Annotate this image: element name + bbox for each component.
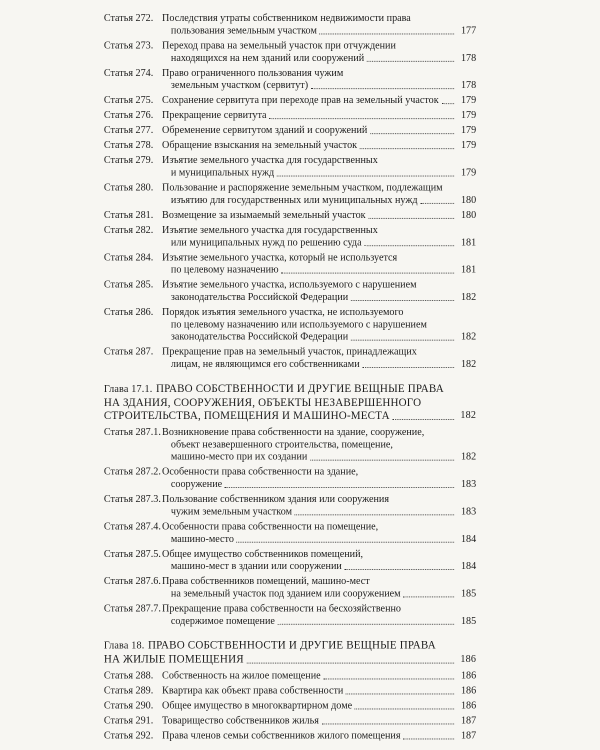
page-number: 179 (461, 110, 477, 121)
article-title: Пользование собственником здания или сооружения (162, 494, 390, 505)
toc-entry-279 (104, 154, 476, 179)
article-title: Изъятие земельного участка, используемого с нарушением (162, 279, 417, 291)
page-number: 182 (461, 331, 477, 343)
chapter-title-line1: ПРАВО СОБСТВЕННОСТИ И ДРУГИЕ ВЕЩНЫЕ ПРАВА (148, 638, 437, 652)
page-number: 182 (461, 292, 477, 303)
dot-leader (278, 615, 455, 625)
page-number: 183 (461, 506, 477, 518)
article-number: Статья 287.1. (104, 427, 162, 438)
toc-entry-287-7 (104, 603, 476, 628)
article-number: Статья 276. (104, 110, 154, 121)
article-title: Сохранение сервитута при переходе прав на земельный участок (162, 95, 439, 106)
page-number: 182 (460, 410, 477, 421)
article-number: Статья 287.6. (104, 576, 162, 587)
article-title-cont: законодательства Российской Федерации (171, 292, 349, 303)
page-number: 187 (461, 730, 477, 742)
toc-entry-280 (104, 182, 476, 207)
dot-leader (322, 715, 455, 725)
article-title: Возмещение за изымаемый земельный участок (162, 210, 366, 221)
article-number: Статья 278. (104, 140, 154, 151)
article-number: Статья 287.4. (104, 521, 162, 533)
toc-entry-276 (104, 109, 476, 121)
toc-entry-284 (104, 251, 476, 276)
page-number: 179 (461, 167, 477, 179)
page-number: 181 (461, 237, 477, 248)
article-title-cont: на земельный участок под зданием или сооружением (171, 588, 401, 600)
article-title: Товарищество собственников жилья (162, 715, 320, 727)
article-number: Статья 273. (104, 40, 154, 52)
dot-leader (269, 109, 454, 119)
article-title: Прекращение сервитута (162, 110, 267, 121)
page-number: 181 (461, 264, 477, 276)
dot-leader (367, 52, 454, 62)
toc-entry-278 (104, 139, 476, 151)
page-number: 185 (461, 615, 477, 627)
article-title: Изъятие земельного участка, который не используется (162, 252, 398, 263)
article-number: Статья 288. (104, 670, 154, 682)
dot-leader (247, 654, 455, 664)
article-number: Статья 287.2. (104, 466, 162, 478)
dot-leader (369, 209, 455, 219)
article-title: Право ограниченного пользования чужим (162, 67, 344, 79)
page-number: 184 (461, 533, 477, 545)
toc-entry-289 (104, 685, 476, 697)
article-title-cont: машино-место (171, 533, 235, 545)
article-title: Права собственников помещений, машино-мест (162, 576, 370, 587)
article-number: Статья 274. (104, 67, 154, 79)
toc-entry-287-3 (104, 493, 476, 518)
page-number: 183 (461, 479, 477, 490)
article-title: Изъятие земельного участка для государственных (162, 155, 379, 166)
toc-chapter-17-1 (104, 382, 476, 423)
article-number: Статья 292. (104, 730, 154, 742)
toc-entry-287-4 (104, 521, 476, 546)
article-title: Порядок изъятия земельного участка, не используемого (162, 307, 404, 318)
page-number: 182 (461, 451, 477, 463)
page-number: 179 (461, 95, 477, 106)
page-number: 186 (461, 700, 477, 712)
chapter-title-line1: ПРАВО СОБСТВЕННОСТИ И ДРУГИЕ ВЕЩНЫЕ ПРАВА (156, 382, 445, 395)
article-title: Пользование и распоряжение земельным участком, подлежащим (162, 182, 443, 194)
article-title: Особенности права собственности на здание, (162, 466, 359, 478)
toc-entry-287-5 (104, 548, 476, 573)
article-number: Статья 282. (104, 225, 154, 236)
page-number: 178 (461, 80, 477, 91)
article-title: Возникновение права собственности на здание, сооружение, (162, 427, 425, 438)
toc-entry-287-2 (104, 466, 476, 491)
toc-entry-291 (104, 715, 476, 727)
page-number: 180 (461, 210, 477, 221)
dot-leader (363, 358, 455, 368)
dot-leader (311, 79, 454, 89)
chapter-number: Глава 18. (104, 640, 145, 652)
dot-leader (295, 506, 454, 516)
article-title: Изъятие земельного участка для государственных (162, 225, 379, 236)
page-number: 179 (461, 125, 477, 136)
article-title-cont: чужим земельным участком (171, 506, 293, 518)
toc-entry-287-6 (104, 575, 476, 600)
article-title-cont: земельным участком (сервитут) (171, 80, 309, 91)
page-number: 186 (460, 653, 477, 665)
toc-entry-290 (104, 700, 476, 712)
dot-leader (442, 94, 455, 104)
article-title-line2: объект незавершенного строительства, помещение, (171, 439, 394, 450)
article-title: Последствия утраты собственником недвижимости права (162, 13, 412, 24)
article-title-cont: содержимое помещение (171, 615, 276, 627)
toc-entry-287 (104, 346, 476, 371)
article-number: Статья 287.5. (104, 548, 162, 560)
article-number: Статья 277. (104, 125, 154, 136)
dot-leader (277, 167, 454, 177)
article-title-cont: пользования земельным участком (171, 25, 318, 37)
chapter-number: Глава 17.1. (104, 383, 153, 395)
toc-entry-287-1 (104, 426, 476, 463)
article-number: Статья 284. (104, 252, 154, 263)
dot-leader (403, 730, 454, 740)
page-number: 178 (461, 52, 477, 64)
toc-entry-281 (104, 209, 476, 221)
article-title: Общее имущество собственников помещений, (162, 548, 364, 560)
article-title-cont: по целевому назначению (171, 264, 279, 276)
page-number: 185 (461, 588, 477, 600)
dot-leader (360, 139, 454, 149)
article-title-line2: по целевому назначению или используемого с нарушением (171, 319, 428, 330)
toc-entry-277 (104, 124, 476, 136)
article-title: Прекращение права собственности на бесхозяйственно (162, 603, 402, 615)
article-title-cont: сооружение (171, 479, 223, 490)
article-number: Статья 287.7. (104, 603, 162, 615)
page-number: 177 (461, 25, 477, 37)
chapter-title-line3: СТРОИТЕЛЬСТВА, ПОМЕЩЕНИЯ И МАШИНО-МЕСТА (104, 409, 391, 422)
dot-leader (365, 236, 455, 246)
article-title-cont: машино-мест в здании или сооружении (171, 561, 343, 572)
article-number: Статья 289. (104, 685, 154, 697)
toc-entry-272 (104, 12, 476, 37)
toc-entry-288 (104, 670, 476, 682)
table-of-contents (35, 0, 564, 742)
article-title: Собственность на жилое помещение (162, 670, 321, 682)
toc-entry-274 (104, 67, 476, 92)
article-number: Статья 287. (104, 346, 154, 358)
article-title-cont: изъятию для государственных или муниципальных нужд (171, 195, 418, 206)
toc-entry-282 (104, 224, 476, 249)
article-title: Квартира как объект права собственности (162, 685, 344, 697)
dot-leader (310, 451, 454, 461)
article-number: Статья 285. (104, 279, 154, 291)
dot-leader (404, 588, 455, 598)
article-number: Статья 291. (104, 715, 154, 727)
article-title: Права членов семьи собственников жилого помещения (162, 730, 401, 742)
page-number: 184 (461, 561, 477, 572)
page-number: 179 (461, 140, 477, 151)
article-number: Статья 272. (104, 13, 154, 24)
toc-entry-273 (104, 40, 476, 65)
article-title-cont: машино-место при их создании (171, 451, 308, 463)
toc-entry-286 (104, 306, 476, 343)
dot-leader (320, 25, 455, 35)
dot-leader (346, 685, 454, 695)
dot-leader (355, 700, 454, 710)
article-title: Общее имущество в многоквартирном доме (162, 700, 353, 712)
article-title-cont: законодательства Российской Федерации (171, 331, 349, 343)
toc-entry-285 (104, 279, 476, 304)
article-title: Обременение сервитутом зданий и сооружений (162, 125, 368, 136)
chapter-title-line2: НА ЗДАНИЯ, СООРУЖЕНИЯ, ОБЪЕКТЫ НЕЗАВЕРШЕННОГО (104, 396, 422, 409)
dot-leader (345, 560, 455, 570)
page-number: 182 (461, 359, 477, 370)
article-number: Статья 286. (104, 307, 154, 318)
dot-leader (237, 533, 455, 543)
toc-chapter-18 (104, 639, 476, 666)
article-title-cont: или муниципальных нужд по решению суда (171, 237, 362, 248)
article-title-cont: и муниципальных нужд (171, 167, 275, 179)
chapter-title-line2: НА ЖИЛЫЕ ПОМЕЩЕНИЯ (104, 652, 245, 666)
article-title: Обращение взыскания на земельный участок (162, 140, 358, 151)
dot-leader (393, 410, 455, 420)
toc-entry-275 (104, 94, 476, 106)
page-number: 186 (461, 670, 477, 682)
article-title-cont: находящихся на нем зданий или сооружений (171, 52, 365, 64)
article-number: Статья 281. (104, 210, 154, 221)
page-number: 186 (461, 685, 477, 697)
dot-leader (351, 291, 454, 301)
article-number: Статья 275. (104, 95, 154, 106)
dot-leader (225, 478, 454, 488)
dot-leader (351, 331, 454, 341)
article-title: Переход права на земельный участок при отчуждении (162, 40, 397, 52)
article-title: Прекращение прав на земельный участок, принадлежащих (162, 346, 418, 358)
dot-leader (324, 670, 455, 680)
article-title: Особенности права собственности на помещение, (162, 521, 379, 533)
dot-leader (420, 194, 454, 204)
toc-entry-292 (104, 730, 476, 742)
page-number: 187 (461, 715, 477, 727)
article-number: Статья 280. (104, 182, 154, 194)
article-number: Статья 279. (104, 155, 154, 166)
article-title-cont: лицам, не являющимся его собственниками (171, 359, 360, 370)
page-number: 180 (461, 195, 477, 206)
article-number: Статья 290. (104, 700, 154, 712)
article-number: Статья 287.3. (104, 494, 162, 505)
dot-leader (370, 124, 454, 134)
dot-leader (282, 264, 455, 274)
